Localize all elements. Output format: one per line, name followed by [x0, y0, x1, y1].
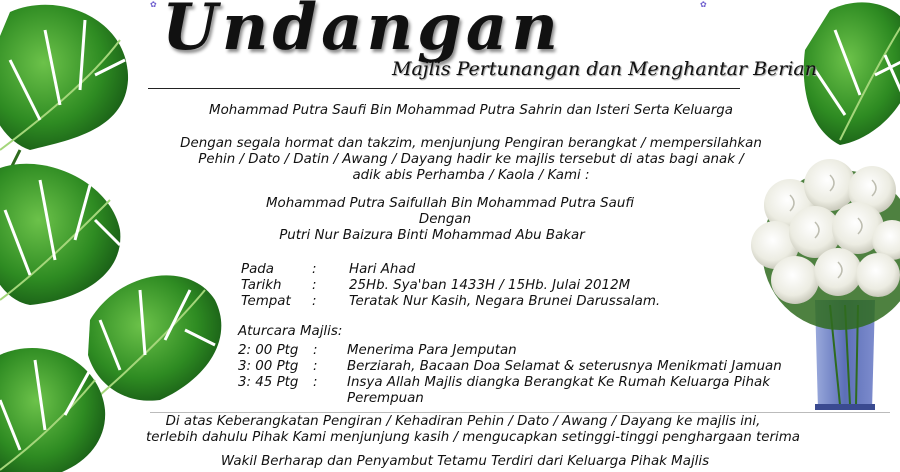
closing-line-2: terlebih dahulu Pihak Kami menjunjung kasih / mengucapkan setinggi-tinggi penghargaan terima: [146, 430, 800, 445]
agenda-time: 3: 00 Ptg: [238, 359, 299, 374]
groom-name: Mohammad Putra Saifullah Bin Mohammad Putra Saufi: [265, 196, 635, 211]
decorative-dots-left: ✿: [150, 0, 163, 9]
invitation-subtitle: Majlis Pertunangan dan Menghantar Berian: [392, 58, 817, 80]
agenda-time: 3: 45 Ptg: [238, 375, 299, 390]
detail-value: Hari Ahad: [349, 262, 416, 277]
detail-label: Pada: [241, 262, 274, 277]
detail-value: 25Hb. Sya'ban 1433H / 15Hb. Julai 2012M: [349, 278, 631, 293]
detail-value: Teratak Nur Kasih, Negara Brunei Darussalam.: [349, 294, 661, 309]
header-divider: [148, 88, 740, 89]
invitation-line-1: Dengan segala hormat dan takzim, menjunjung Pengiran berangkat / mempersilahkan: [180, 136, 762, 151]
footer-line: Wakil Berharap dan Penyambut Tetamu Terdiri dari Keluarga Pihak Majlis: [220, 454, 710, 469]
white-roses: [751, 159, 900, 330]
agenda-sep: :: [313, 343, 318, 358]
agenda-sep: :: [313, 375, 318, 390]
invitation-title: Undangan: [162, 0, 562, 65]
bride-name: Putri Nur Baizura Binti Mohammad Abu Bakar: [279, 228, 585, 243]
invitation-line-2: Pehin / Dato / Datin / Awang / Dayang hadir ke majlis tersebut di atas bagi anak /: [198, 152, 744, 167]
agenda-activity: Menerima Para Jemputan: [347, 343, 517, 358]
detail-sep: :: [312, 294, 317, 309]
host-line: Mohammad Putra Saufi Bin Mohammad Putra Sahrin dan Isteri Serta Keluarga: [209, 103, 733, 118]
leaf-mid-left: [0, 164, 120, 305]
detail-label: Tempat: [241, 294, 291, 309]
agenda-activity-continued: Perempuan: [347, 391, 424, 406]
agenda-activity: Insya Allah Majlis diangka Berangkat Ke Rumah Keluarga Pihak: [347, 375, 770, 390]
leaf-top-right: [804, 2, 900, 145]
footer-divider: [150, 412, 890, 413]
decorative-dots-right: ✿: [700, 0, 713, 9]
detail-sep: :: [312, 278, 317, 293]
agenda-activity: Berziarah, Bacaan Doa Selamat & seterusnya Menikmati Jamuan: [347, 359, 782, 374]
detail-sep: :: [312, 262, 317, 277]
couple-connector: Dengan: [418, 212, 472, 227]
agenda-time: 2: 00 Ptg: [238, 343, 299, 358]
detail-label: Tarikh: [241, 278, 282, 293]
agenda-heading: Aturcara Majlis:: [238, 324, 343, 339]
closing-line-1: Di atas Keberangkatan Pengiran / Kehadiran Pehin / Dato / Awang / Dayang ke majlis ini,: [165, 414, 761, 429]
invitation-line-3: adik abis Perhamba / Kaola / Kami :: [352, 168, 590, 183]
leaf-top-left: [0, 5, 128, 190]
leaf-bottom-left: [0, 348, 105, 472]
agenda-sep: :: [313, 359, 318, 374]
